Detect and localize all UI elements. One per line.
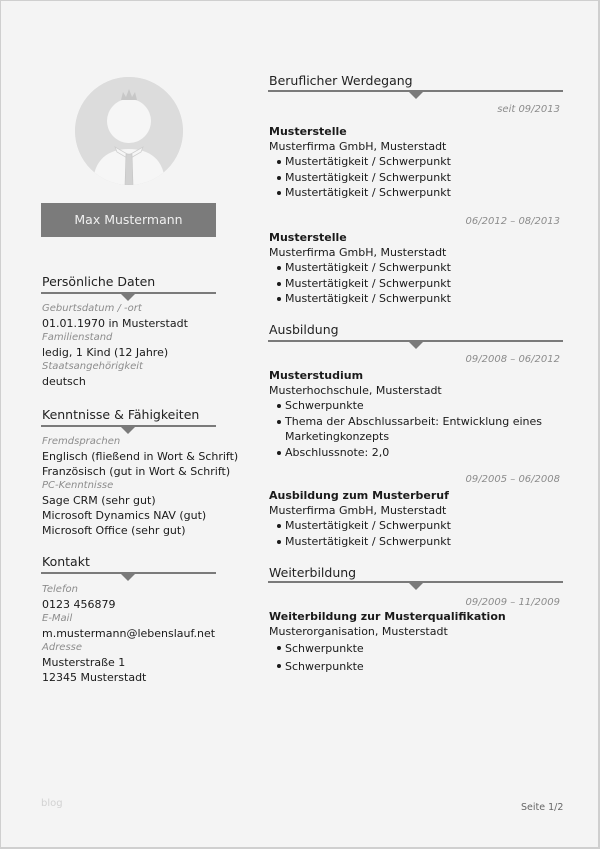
entry-subtitle: Musterfirma GmbH, Musterstadt bbox=[269, 140, 447, 153]
bullet-item: Mustertätigkeit / Schwerpunkt bbox=[269, 276, 569, 292]
person-placeholder-icon bbox=[75, 77, 183, 185]
field-value: deutsch bbox=[42, 375, 86, 388]
field-value: ledig, 1 Kind (12 Jahre) bbox=[42, 346, 169, 359]
entry-title: Ausbildung zum Musterberuf bbox=[269, 489, 449, 502]
skill-item: Microsoft Dynamics NAV (gut) bbox=[42, 509, 207, 522]
skill-item: Französisch (gut in Wort & Schrift) bbox=[42, 465, 231, 478]
entry-bullets bbox=[269, 518, 569, 549]
bullet-item: Mustertätigkeit / Schwerpunkt bbox=[269, 291, 569, 307]
contact-data bbox=[42, 583, 222, 685]
section-title-personal: Persönliche Daten bbox=[42, 274, 156, 289]
watermark-text: blog bbox=[41, 798, 63, 809]
training-entry bbox=[269, 610, 589, 676]
divider-pointer-icon bbox=[121, 294, 135, 301]
divider-pointer-icon bbox=[121, 427, 135, 434]
entry-title: Weiterbildung zur Musterqualifikation bbox=[269, 610, 506, 623]
field-value: 01.01.1970 in Musterstadt bbox=[42, 317, 188, 330]
divider-pointer-icon bbox=[409, 342, 423, 349]
entry-bullets bbox=[269, 260, 569, 307]
divider-pointer-icon bbox=[121, 574, 135, 581]
entry-title: Musterstelle bbox=[269, 125, 347, 138]
personal-data bbox=[42, 302, 222, 389]
bullet-item: Mustertätigkeit / Schwerpunkt bbox=[269, 534, 569, 550]
skills-list bbox=[42, 435, 239, 538]
entry-subtitle: Musterfirma GmbH, Musterstadt bbox=[269, 504, 447, 517]
address-line: 12345 Musterstadt bbox=[42, 671, 147, 684]
section-title-training: Weiterbildung bbox=[269, 565, 357, 580]
bullet-item: Mustertätigkeit / Schwerpunkt bbox=[269, 154, 569, 170]
entry-subtitle: Musterorganisation, Musterstadt bbox=[269, 625, 448, 638]
divider-pointer-icon bbox=[409, 583, 423, 590]
bullet-item: Schwerpunkte bbox=[269, 658, 589, 676]
group-label: Fremdsprachen bbox=[42, 436, 121, 447]
entry-date: 06/2012 – 08/2013 bbox=[465, 216, 560, 227]
group-label: PC-Kenntnisse bbox=[42, 480, 114, 491]
entry-date: seit 09/2013 bbox=[497, 104, 560, 115]
bullet-item: Mustertätigkeit / Schwerpunkt bbox=[269, 518, 569, 534]
section-title-career: Beruflicher Werdegang bbox=[269, 73, 413, 88]
section-title-contact: Kontakt bbox=[42, 554, 90, 569]
entry-bullets bbox=[269, 640, 589, 676]
bullet-item: Mustertätigkeit / Schwerpunkt bbox=[269, 260, 569, 276]
profile-photo bbox=[75, 77, 183, 185]
section-title-education: Ausbildung bbox=[269, 322, 339, 337]
career-entry bbox=[269, 125, 569, 201]
entry-bullets bbox=[269, 398, 549, 460]
address-line: Musterstraße 1 bbox=[42, 656, 126, 669]
page-number: Seite 1/2 bbox=[521, 802, 564, 813]
education-entry bbox=[269, 369, 569, 460]
bullet-item: Mustertätigkeit / Schwerpunkt bbox=[269, 185, 569, 201]
bullet-item: Mustertätigkeit / Schwerpunkt bbox=[269, 170, 569, 186]
skill-item: Englisch (fließend in Wort & Schrift) bbox=[42, 450, 239, 463]
career-entry bbox=[269, 231, 569, 307]
bullet-item: Schwerpunkte bbox=[269, 398, 549, 414]
email-link[interactable]: m.mustermann@lebenslauf.net bbox=[42, 627, 216, 640]
field-label: Geburtsdatum / -ort bbox=[42, 303, 142, 314]
field-label: Staatsangehörigkeit bbox=[42, 361, 143, 372]
bullet-item: Schwerpunkte bbox=[269, 640, 589, 658]
entry-title: Musterstelle bbox=[269, 231, 347, 244]
entry-subtitle: Musterhochschule, Musterstadt bbox=[269, 384, 442, 397]
entry-date: 09/2005 – 06/2008 bbox=[465, 474, 560, 485]
skill-item: Sage CRM (sehr gut) bbox=[42, 494, 156, 507]
education-entry bbox=[269, 489, 569, 549]
field-label: Adresse bbox=[42, 642, 83, 653]
field-label: Familienstand bbox=[42, 332, 113, 343]
field-label: E-Mail bbox=[42, 613, 73, 624]
bullet-item: Abschlussnote: 2,0 bbox=[269, 445, 549, 461]
bullet-item: Thema der Abschlussarbeit: Entwicklung eines Marketingkonzepts bbox=[269, 414, 549, 445]
name-banner: Max Mustermann bbox=[41, 203, 216, 237]
phone-value: 0123 456879 bbox=[42, 598, 116, 611]
skill-item: Microsoft Office (sehr gut) bbox=[42, 524, 186, 537]
entry-title: Musterstudium bbox=[269, 369, 364, 382]
entry-date: 09/2009 – 11/2009 bbox=[465, 597, 560, 608]
divider-pointer-icon bbox=[409, 92, 423, 99]
entry-bullets bbox=[269, 154, 569, 201]
entry-date: 09/2008 – 06/2012 bbox=[465, 354, 560, 365]
field-label: Telefon bbox=[42, 584, 78, 595]
entry-subtitle: Musterfirma GmbH, Musterstadt bbox=[269, 246, 447, 259]
section-title-skills: Kenntnisse & Fähigkeiten bbox=[42, 407, 200, 422]
